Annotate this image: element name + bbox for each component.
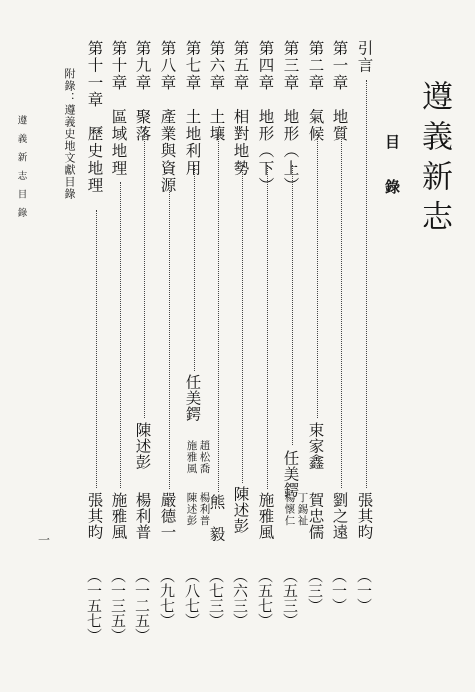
entry-title: 第三章 地形（上） (281, 40, 300, 194)
entry-author: 施雅風 (109, 492, 128, 540)
leader-dots (194, 165, 195, 371)
entry-author: 陳述彭 (231, 486, 250, 534)
entry-page: （九七） (158, 568, 176, 628)
entry-author: 楊利普 (198, 492, 211, 527)
leader-dots (267, 165, 268, 489)
toc-heading: 目錄 (383, 134, 401, 224)
entry-author: 楊利普 (133, 492, 152, 540)
entry-page: （八七） (183, 568, 201, 628)
entry-author: 陳述彭 (185, 492, 198, 527)
entry-page: （一三五） (109, 568, 127, 643)
appendix-entry[interactable]: 附錄：遵義史地文獻目錄 (63, 68, 76, 200)
entry-page: （一） (355, 568, 373, 613)
toc-entry-ch10[interactable] (110, 40, 132, 660)
entry-author: 張其昀 (355, 492, 374, 540)
entry-author: 丁錫祉 (296, 492, 309, 527)
entry-page: （三） (306, 568, 324, 613)
toc-entry-ch9[interactable] (134, 40, 156, 660)
entry-author: 任美鍔 (281, 450, 300, 498)
toc-entry-ch5[interactable] (232, 40, 254, 660)
entry-author: 劉之遠 (330, 492, 349, 540)
entry-author: 任美鍔 (183, 374, 202, 422)
entry-page: （五七） (256, 568, 274, 628)
entry-page: （五三） (281, 568, 299, 628)
entry-title: 第八章 產業與資源 (158, 40, 177, 194)
entry-title: 第七章 土地利用 (183, 40, 202, 177)
leader-dots (341, 134, 342, 488)
entry-author: 賀忠儒 (306, 492, 325, 540)
leader-dots (242, 165, 243, 483)
toc-entry-ch4[interactable] (257, 40, 279, 660)
running-head: 遵義新志目錄 (15, 115, 27, 226)
leader-dots (292, 165, 293, 445)
entry-title: 第四章 地形（下） (256, 40, 275, 194)
entry-author: 施雅風 (256, 492, 275, 540)
entry-page: （一二五） (133, 568, 151, 643)
entry-author: 楊懷仁 (283, 492, 296, 527)
toc-entry-ch11[interactable] (86, 40, 108, 660)
entry-title: 第十一章 歷史地理 (85, 40, 104, 194)
toc-entry-ch7[interactable] (183, 40, 211, 660)
entry-author: 束家鑫 (306, 422, 325, 470)
entry-title: 第二章 氣候 (306, 40, 325, 143)
toc-entry-ch2[interactable] (307, 40, 329, 660)
entry-author: 嚴德一 (158, 492, 177, 540)
entry-page: （七三） (207, 568, 225, 628)
leader-dots (120, 182, 121, 488)
toc-entry-ch6[interactable] (208, 40, 230, 660)
toc-entry-ch3[interactable] (281, 40, 309, 660)
entry-author: 施雅風 (185, 440, 198, 475)
book-title: 遵義新志 (416, 80, 452, 240)
toc-entry-ch1[interactable] (331, 40, 353, 660)
leader-dots (169, 190, 170, 489)
leader-dots (317, 134, 318, 418)
page-number: 一 (38, 533, 51, 547)
toc-entry-intro[interactable] (356, 40, 378, 660)
entry-author: 熊 毅 (207, 494, 226, 542)
entry-page: （一五七） (85, 568, 103, 643)
entry-title: 第十章 區域地理 (109, 40, 128, 177)
leader-dots (96, 210, 97, 488)
entry-page: （六三） (231, 568, 249, 628)
entry-page: （一） (330, 568, 348, 613)
leader-dots (366, 80, 367, 488)
toc-entry-ch8[interactable] (159, 40, 181, 660)
entry-author: 趙松喬 (198, 440, 211, 475)
entry-author: 張其昀 (85, 492, 104, 540)
entry-title: 引言 (355, 40, 374, 75)
entry-title: 第六章 土壤 (207, 40, 226, 143)
entry-author: 陳述彭 (133, 422, 152, 470)
entry-title: 第五章 相對地勢 (231, 40, 250, 177)
entry-title: 第九章 聚落 (133, 40, 152, 143)
leader-dots (144, 128, 145, 418)
entry-title: 第一章 地質 (330, 40, 349, 143)
leader-dots (218, 128, 219, 492)
